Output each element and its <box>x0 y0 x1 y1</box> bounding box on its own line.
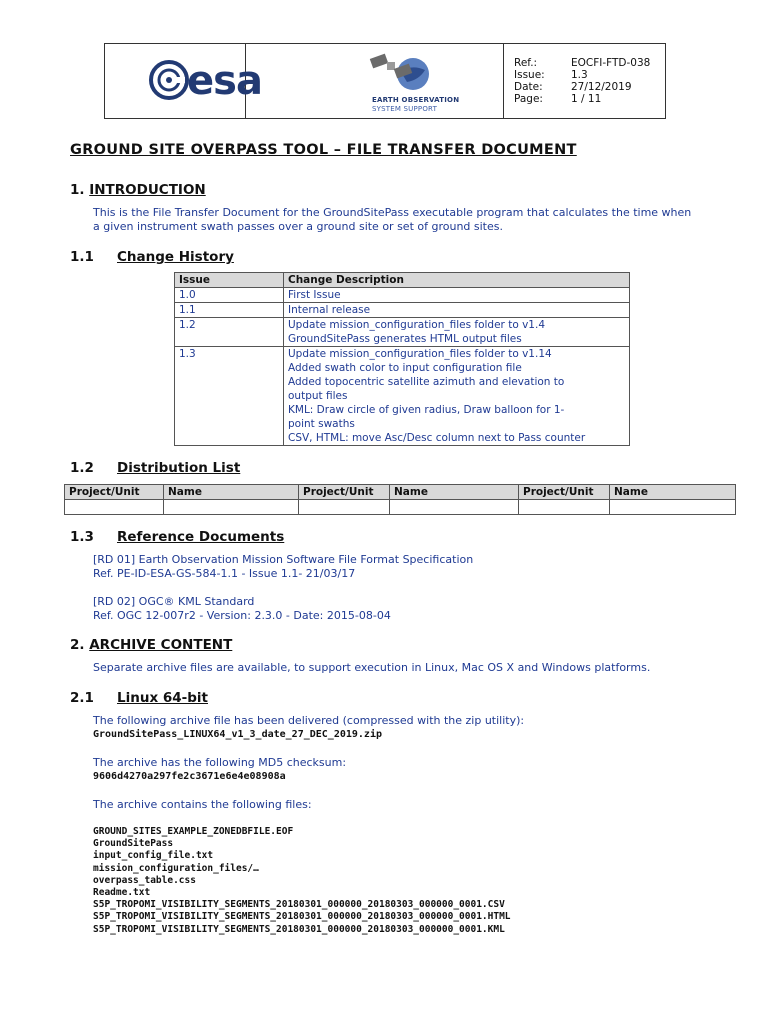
meta-labels <box>514 57 545 105</box>
column-header-project-unit: Project/Unit <box>65 485 164 500</box>
distribution-table <box>64 484 736 515</box>
meta-page-label: Page: <box>514 93 543 105</box>
md5-checksum: 9606d4270a297fe2c3671e6e4e08908a <box>93 771 286 782</box>
table-row <box>175 288 630 303</box>
meta-date-value: 27/12/2019 <box>571 81 632 93</box>
reference-line: [RD 02] OGC® KML Standard <box>93 595 255 608</box>
column-header-name: Name <box>610 485 736 500</box>
archive-file-list <box>93 826 511 936</box>
section-title: INTRODUCTION <box>89 182 206 198</box>
list-item: S5P_TROPOMI_VISIBILITY_SEGMENTS_20180301_000000_20180303_000000_0001.HTML <box>93 911 511 923</box>
section-number: 2. <box>70 637 85 653</box>
header-divider <box>503 44 504 118</box>
description-line: Added swath color to input configuration file <box>288 362 522 374</box>
list-item: overpass_table.css <box>93 874 196 886</box>
description-line: CSV, HTML: move Asc/Desc column next to Pass counter <box>288 432 586 444</box>
list-item: Readme.txt <box>93 887 151 899</box>
section-number: 1. <box>70 182 85 198</box>
description-line: point swaths <box>288 418 355 430</box>
section-introduction-heading <box>70 182 206 198</box>
issue-cell: 1.1 <box>175 303 284 318</box>
section-title: Change History <box>117 249 234 265</box>
description-line: Update mission_configuration_files folder to v1.4 <box>288 319 546 331</box>
section-title: Reference Documents <box>117 529 285 545</box>
eo-logo-line1: EARTH OBSERVATION <box>372 96 460 104</box>
table-cell <box>299 500 390 515</box>
list-item: S5P_TROPOMI_VISIBILITY_SEGMENTS_20180301_000000_20180303_000000_0001.CSV <box>93 899 505 911</box>
section-number: 2.1 <box>70 690 94 706</box>
meta-date-label: Date: <box>514 81 543 93</box>
table-header-row <box>175 273 630 288</box>
meta-ref-label: Ref.: <box>514 57 538 69</box>
distribution-list-heading <box>70 460 240 476</box>
esa-logo-text: esa <box>187 58 262 104</box>
section-number: 1.3 <box>70 529 94 545</box>
files-label: The archive contains the following files: <box>93 798 312 811</box>
reference-rd01 <box>93 553 473 581</box>
column-header-project-unit: Project/Unit <box>299 485 390 500</box>
introduction-line: This is the File Transfer Document for the GroundSitePass executable program that calculates the time when <box>93 206 692 219</box>
change-history-heading <box>70 249 234 265</box>
list-item: S5P_TROPOMI_VISIBILITY_SEGMENTS_20180301_000000_20180303_000000_0001.KML <box>93 923 505 935</box>
column-header-name: Name <box>164 485 299 500</box>
description-line: KML: Draw circle of given radius, Draw balloon for 1- <box>288 404 565 416</box>
md5-label: The archive has the following MD5 checksum: <box>93 756 347 769</box>
table-cell <box>610 500 736 515</box>
description-cell <box>284 288 630 303</box>
meta-issue-label: Issue: <box>514 69 545 81</box>
introduction-text <box>93 206 691 234</box>
esa-logo-icon <box>149 60 189 100</box>
reference-line: Ref. PE-ID-ESA-GS-584-1.1 - Issue 1.1- 21/03/17 <box>93 567 356 580</box>
table-cell <box>390 500 519 515</box>
table-row <box>175 303 630 318</box>
description-line: Internal release <box>288 304 371 316</box>
section-title: Linux 64-bit <box>117 690 208 706</box>
table-cell <box>164 500 299 515</box>
archive-content-text: Separate archive files are available, to support execution in Linux, Mac OS X and Windows platforms. <box>93 661 651 674</box>
linux-delivered-text: The following archive file has been delivered (compressed with the zip utility): <box>93 714 525 727</box>
issue-cell: 1.3 <box>175 347 284 446</box>
description-line: output files <box>288 390 348 402</box>
description-line: Added topocentric satellite azimuth and elevation to <box>288 376 565 388</box>
table-row <box>175 347 630 446</box>
issue-cell: 1.2 <box>175 318 284 347</box>
section-number: 1.1 <box>70 249 94 265</box>
meta-page-value: 1 / 11 <box>571 93 602 105</box>
description-cell <box>284 303 630 318</box>
column-header-description: Change Description <box>284 273 630 288</box>
table-cell <box>65 500 164 515</box>
table-cell <box>519 500 610 515</box>
archive-content-heading <box>70 637 232 653</box>
meta-ref-value: EOCFI-FTD-038 <box>571 57 651 69</box>
meta-issue-value: 1.3 <box>571 69 588 81</box>
zip-file-name: GroundSitePass_LINUX64_v1_3_date_27_DEC_2019.zip <box>93 729 382 740</box>
list-item: GROUND_SITES_EXAMPLE_ZONEDBFILE.EOF <box>93 826 294 837</box>
description-cell <box>284 347 630 446</box>
reference-line: Ref. OGC 12-007r2 - Version: 2.3.0 - Date: 2015-08-04 <box>93 609 391 622</box>
description-cell <box>284 318 630 347</box>
description-line: Update mission_configuration_files folder to v1.14 <box>288 348 552 360</box>
document-title: GROUND SITE OVERPASS TOOL – FILE TRANSFER DOCUMENT <box>70 142 577 158</box>
section-title: Distribution List <box>117 460 241 476</box>
document-header <box>104 43 666 119</box>
introduction-line: a given instrument swath passes over a ground site or set of ground sites. <box>93 220 503 233</box>
satellite-logo-icon <box>367 50 437 96</box>
column-header-project-unit: Project/Unit <box>519 485 610 500</box>
list-item: mission_configuration_files/… <box>93 862 259 874</box>
table-row <box>65 500 736 515</box>
list-item: GroundSitePass <box>93 838 174 850</box>
reference-documents-heading <box>70 529 284 545</box>
table-header-row <box>65 485 736 500</box>
column-header-name: Name <box>390 485 519 500</box>
list-item: input_config_file.txt <box>93 850 214 862</box>
issue-cell: 1.0 <box>175 288 284 303</box>
description-line: First Issue <box>288 289 341 301</box>
table-row <box>175 318 630 347</box>
section-title: ARCHIVE CONTENT <box>89 637 233 653</box>
eo-logo-line2: SYSTEM SUPPORT <box>372 105 438 113</box>
meta-values <box>571 57 650 105</box>
reference-line: [RD 01] Earth Observation Mission Software File Format Specification <box>93 553 474 566</box>
description-line: GroundSitePass generates HTML output files <box>288 333 522 345</box>
column-header-issue: Issue <box>175 273 284 288</box>
reference-rd02 <box>93 595 391 623</box>
linux-heading <box>70 690 208 706</box>
change-history-table <box>174 272 630 446</box>
section-number: 1.2 <box>70 460 94 476</box>
